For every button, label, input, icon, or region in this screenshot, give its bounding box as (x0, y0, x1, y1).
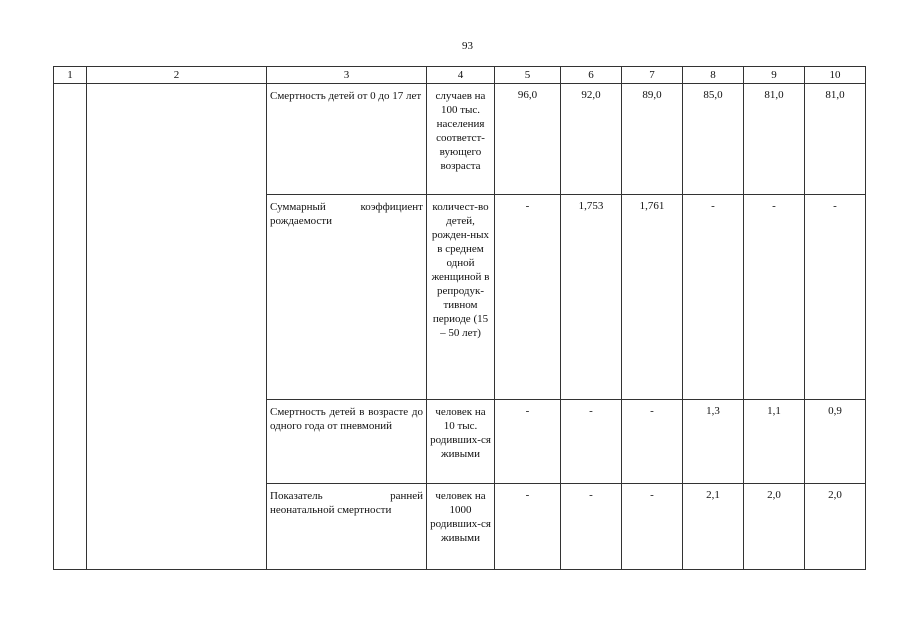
value-cell: 85,0 (683, 84, 744, 195)
empty-cell-col2 (87, 84, 267, 570)
value-cell: 2,0 (744, 484, 805, 570)
column-header: 9 (744, 67, 805, 84)
value-cell: - (744, 195, 805, 400)
value-cell: - (683, 195, 744, 400)
value-cell: 81,0 (805, 84, 866, 195)
value-cell: 96,0 (495, 84, 561, 195)
indicators-table (53, 66, 866, 570)
value-cell: 0,9 (805, 400, 866, 484)
value-cell: - (622, 484, 683, 570)
column-header: 7 (622, 67, 683, 84)
column-header: 5 (495, 67, 561, 84)
value-cell: 92,0 (561, 84, 622, 195)
indicator-cell: Показатель ранней неонатальной смертности (267, 484, 427, 570)
indicator-cell: Смертность детей от 0 до 17 лет (267, 84, 427, 195)
value-cell: 1,1 (744, 400, 805, 484)
empty-cell-col1 (54, 84, 87, 570)
value-cell: - (622, 400, 683, 484)
value-cell: 1,753 (561, 195, 622, 400)
indicator-cell: Смертность детей в возрасте до одного года от пневмоний (267, 400, 427, 484)
value-cell: - (561, 484, 622, 570)
page-number: 93 (462, 40, 473, 52)
header-row (54, 67, 866, 84)
column-header: 4 (427, 67, 495, 84)
value-cell: - (561, 400, 622, 484)
value-cell: 2,0 (805, 484, 866, 570)
value-cell: 81,0 (744, 84, 805, 195)
value-cell: - (495, 195, 561, 400)
column-header: 6 (561, 67, 622, 84)
value-cell: 1,3 (683, 400, 744, 484)
value-cell: 1,761 (622, 195, 683, 400)
value-cell: - (495, 400, 561, 484)
value-cell: 2,1 (683, 484, 744, 570)
table-row (54, 84, 866, 195)
value-cell: 89,0 (622, 84, 683, 195)
indicator-cell: Суммарный коэффициент рождаемости (267, 195, 427, 400)
column-header: 10 (805, 67, 866, 84)
value-cell: - (495, 484, 561, 570)
unit-cell: человек на 1000 родивших-ся живыми (427, 484, 495, 570)
column-header: 3 (267, 67, 427, 84)
column-header: 8 (683, 67, 744, 84)
unit-cell: случаев на 100 тыс. населения соответст-вующего возраста (427, 84, 495, 195)
value-cell: - (805, 195, 866, 400)
unit-cell: количест-во детей, рожден-ных в среднем одной женщиной в репродук-тивном периоде (15 – 50 лет) (427, 195, 495, 400)
column-header: 2 (87, 67, 267, 84)
unit-cell: человек на 10 тыс. родивших-ся живыми (427, 400, 495, 484)
column-header: 1 (54, 67, 87, 84)
